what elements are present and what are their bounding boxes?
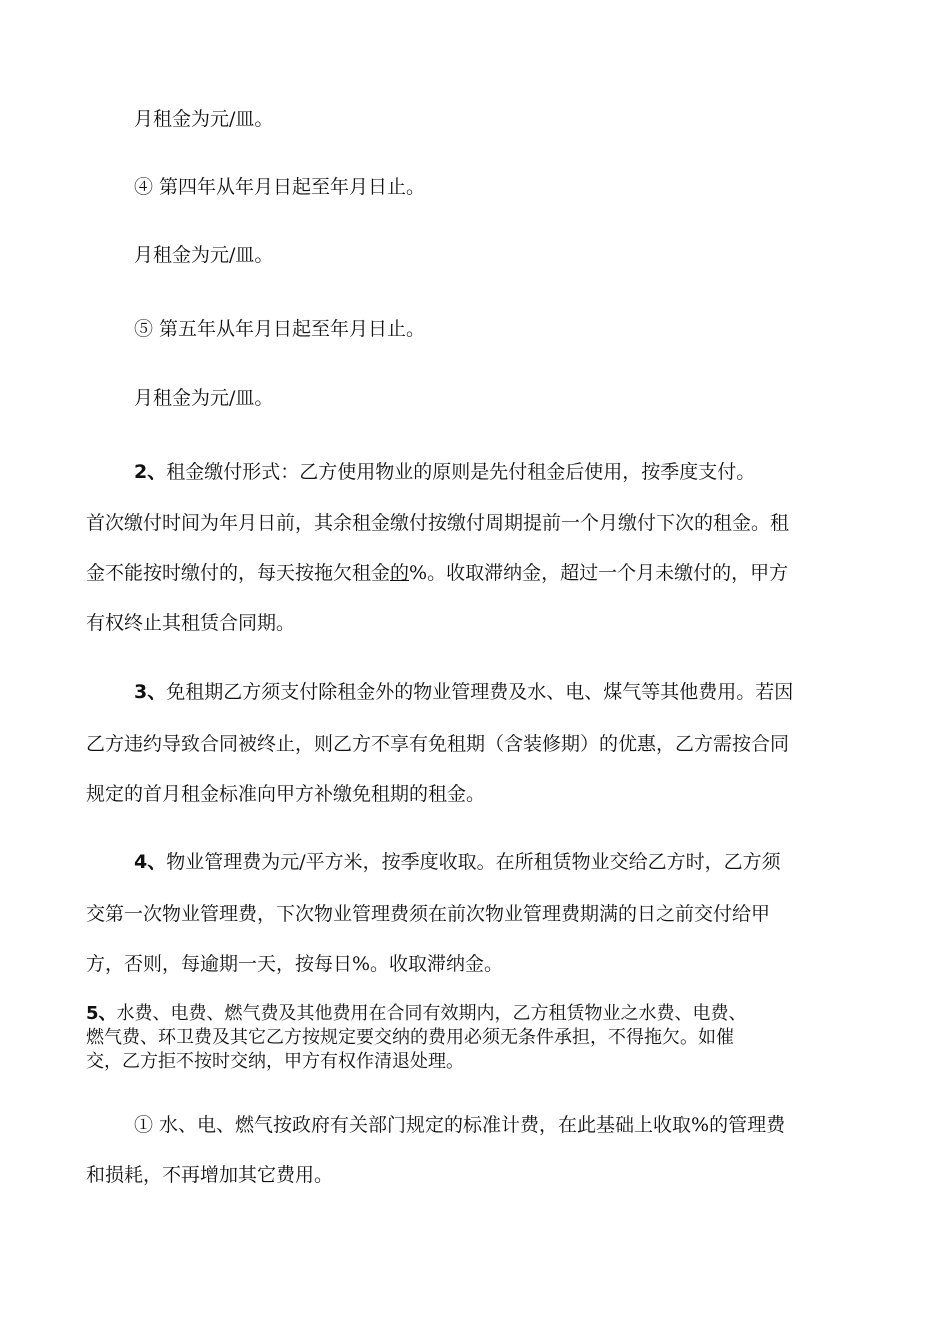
clause-2-text-3b: %。收取滞纳金，超过一个月未缴付的，甲方 bbox=[409, 562, 789, 584]
clause-3-text-2: 乙方违约导致合同被终止，则乙方不享有免租期（含装修期）的优惠，乙方需按合同 bbox=[86, 733, 790, 755]
clause-4-number: 4、 bbox=[134, 851, 167, 873]
clause-2-text-1: 租金缴付形式：乙方使用物业的原则是先付租金后使用，按季度支付。 bbox=[166, 461, 756, 483]
clause-2-number: 2、 bbox=[134, 461, 167, 483]
year3-rent-line: 月租金为元/皿。 bbox=[134, 108, 274, 130]
clause-3-number: 3、 bbox=[134, 681, 167, 703]
clause-4-first-line bbox=[134, 850, 781, 874]
clause-4-text-1: 物业管理费为元/平方米，按季度收取。在所租赁物业交给乙方时，乙方须 bbox=[166, 851, 781, 873]
clause-3-text-1: 免租期乙方须支付除租金外的物业管理费及水、电、煤气等其他费用。若因 bbox=[166, 681, 794, 703]
clause-2-text-4: 有权终止其租赁合同期。 bbox=[86, 612, 296, 634]
clause-3-first-line bbox=[134, 680, 793, 704]
clause-2-third-line bbox=[86, 561, 788, 585]
clause-5-text-2: 燃气费、环卫费及其它乙方按规定要交纳的费用必须无条件承担，不得拖欠。如催 bbox=[86, 1027, 734, 1048]
clause-2-first-line bbox=[134, 460, 755, 484]
clause-5-text-1: 水费、电费、燃气费及其他费用在合同有效期内，乙方租赁物业之水费、电费、 bbox=[116, 1003, 747, 1024]
clause-4-text-2: 交第一次物业管理费，下次物业管理费须在前次物业管理费期满的日之前交付给甲 bbox=[86, 903, 771, 925]
year5-rent-line: 月租金为元/皿。 bbox=[134, 387, 274, 409]
year4-period-line: ④ 第四年从年月日起至年月日止。 bbox=[134, 176, 426, 198]
clause-4-text-3: 方，否则，每逾期一天，按每日%。收取滞纳金。 bbox=[86, 953, 504, 975]
clause-2-underlined-word: 的 bbox=[390, 562, 410, 584]
clause-5-number: 5、 bbox=[86, 1003, 117, 1024]
item-1-text-2: 和损耗，不再增加其它费用。 bbox=[86, 1164, 334, 1186]
year5-period-line: ⑤ 第五年从年月日起至年月日止。 bbox=[134, 318, 426, 340]
clause-5-first-line bbox=[86, 1002, 747, 1026]
year4-rent-line: 月租金为元/皿。 bbox=[134, 244, 274, 266]
clause-5-text-3: 交，乙方拒不按时交纳，甲方有权作清退处理。 bbox=[86, 1051, 464, 1072]
clause-2-text-3a: 金不能按时缴付的，每天按拖欠租金 bbox=[86, 562, 391, 584]
item-1-text-1: ① 水、电、燃气按政府有关部门规定的标准计费，在此基础上收取%的管理费 bbox=[134, 1114, 786, 1136]
clause-3-text-3: 规定的首月租金标准向甲方补缴免租期的租金。 bbox=[86, 783, 486, 805]
clause-2-text-2: 首次缴付时间为年月日前，其余租金缴付按缴付周期提前一个月缴付下次的租金。租 bbox=[86, 512, 790, 534]
